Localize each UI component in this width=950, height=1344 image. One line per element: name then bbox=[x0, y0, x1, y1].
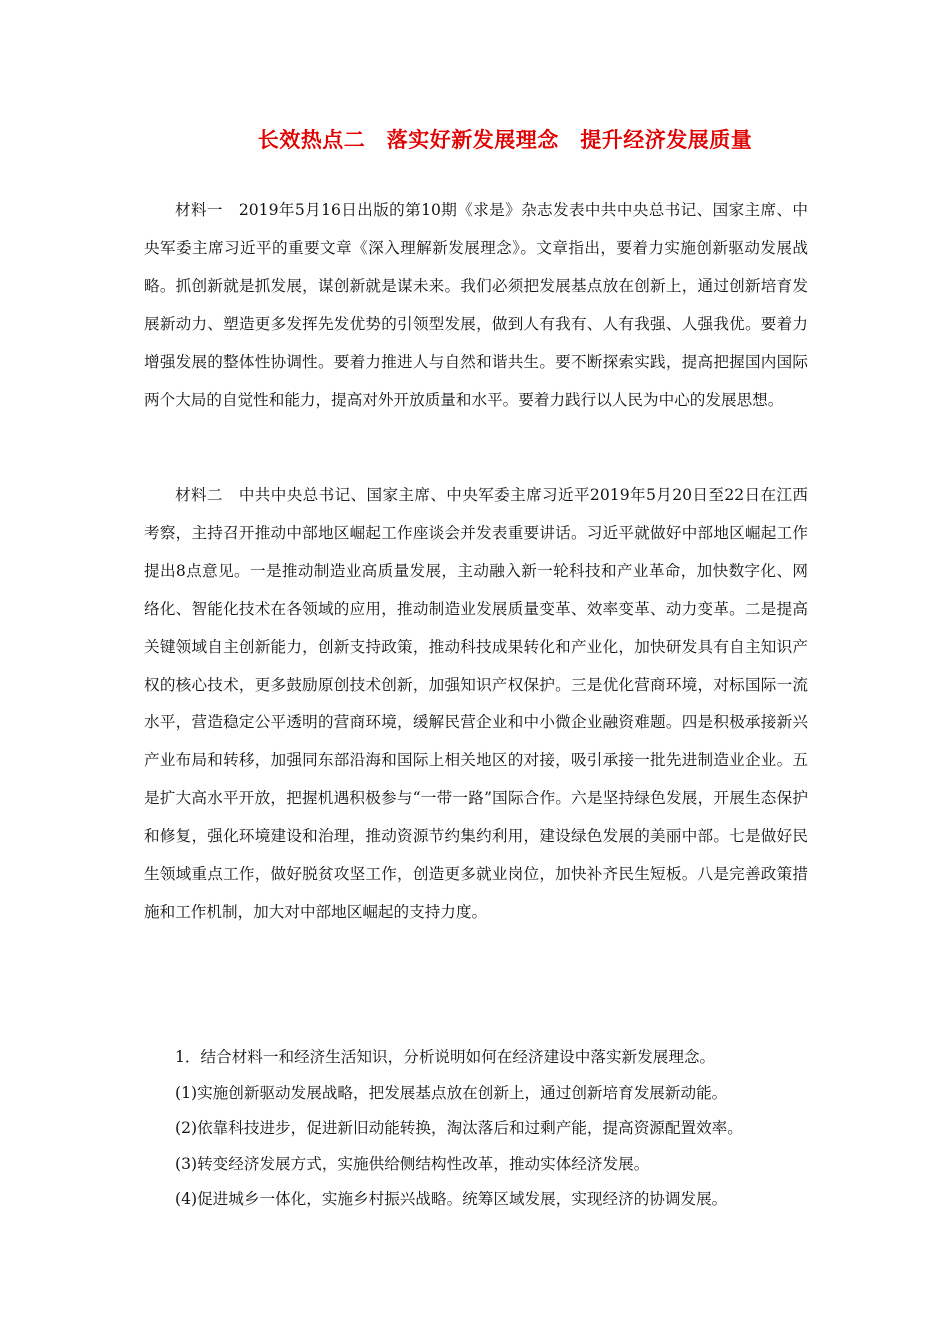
answer-point-3: (3)转变经济发展方式，实施供给侧结构性改革，推动实体经济发展。 bbox=[175, 1154, 650, 1173]
material-1-paragraph: 材料一 2019年5月16日出版的第10期《求是》杂志发表中共中央总书记、国家主席、中央军委主席习近平的重要文章《深入理解新发展理念》。文章指出，要着力实施创新驱动发展战略。抓创新就是抓发展，谋创新就是谋未来。我们必须把发展基点放在创新上，通过创新培育发展新动力、塑造更多发挥先发优势的引领型发展，做到人有我有、人有我强、人强我优。要着力增强发展的整体性协调性。要着力推进人与自然和谐共生。要不断探索实践，提高把握国内国际两个大局的自觉性和能力，提高对外开放质量和水平。要着力践行以人民为中心的发展思想。 bbox=[144, 201, 808, 409]
answer-point-4: (4)促进城乡一体化，实施乡村振兴战略。统筹区域发展，实现经济的协调发展。 bbox=[175, 1190, 728, 1208]
question-text: 1．结合材料一和经济生活知识，分析说明如何在经济建设中落实新发展理念。 bbox=[175, 1048, 716, 1066]
answer-point-1: (1)实施创新驱动发展战略，把发展基点放在创新上，通过创新培育发展新动能。 bbox=[175, 1083, 728, 1102]
question-section bbox=[175, 1040, 815, 1218]
answer-point-2: (2)依靠科技进步，促进新旧动能转换，淘汰落后和过剩产能，提高资源配置效率。 bbox=[175, 1119, 743, 1137]
page-title: 长效热点二 落实好新发展理念 提升经济发展质量 bbox=[257, 128, 753, 152]
material-2-paragraph: 材料二 中共中央总书记、国家主席、中央军委主席习近平2019年5月20日至22日在江西考察，主持召开推动中部地区崛起工作座谈会并发表重要讲话。习近平就做好中部地区崛起工作提出8点意见。一是推动制造业高质量发展，主动融入新一轮科技和产业革命，加快数字化、网络化、智能化技术在各领域的应用，推动制造业发展质量变革、效率变革、动力变革。二是提高关键领域自主创新能力，创新支持政策，推动科技成果转化和产业化，加快研发具有自主知识产权的核心技术，更多鼓励原创技术创新，加强知识产权保护。三是优化营商环境，对标国际一流水平，营造稳定公平透明的营商环境，缓解民营企业和中小微企业融资难题。四是积极承接新兴产业布局和转移，加强同东部沿海和国际上相关地区的对接，吸引承接一批先进制造业企业。五是扩大高水平开放，把握机遇积极参与“一带一路”国际合作。六是坚持绿色发展，开展生态保护和修复，强化环境建设和治理，推动资源节约集约利用，建设绿色发展的美丽中部。七是做好民生领域重点工作，做好脱贫攻坚工作，创造更多就业岗位，加快补齐民生短板。八是完善政策措施和工作机制，加大对中部地区崛起的支持力度。 bbox=[144, 486, 808, 921]
